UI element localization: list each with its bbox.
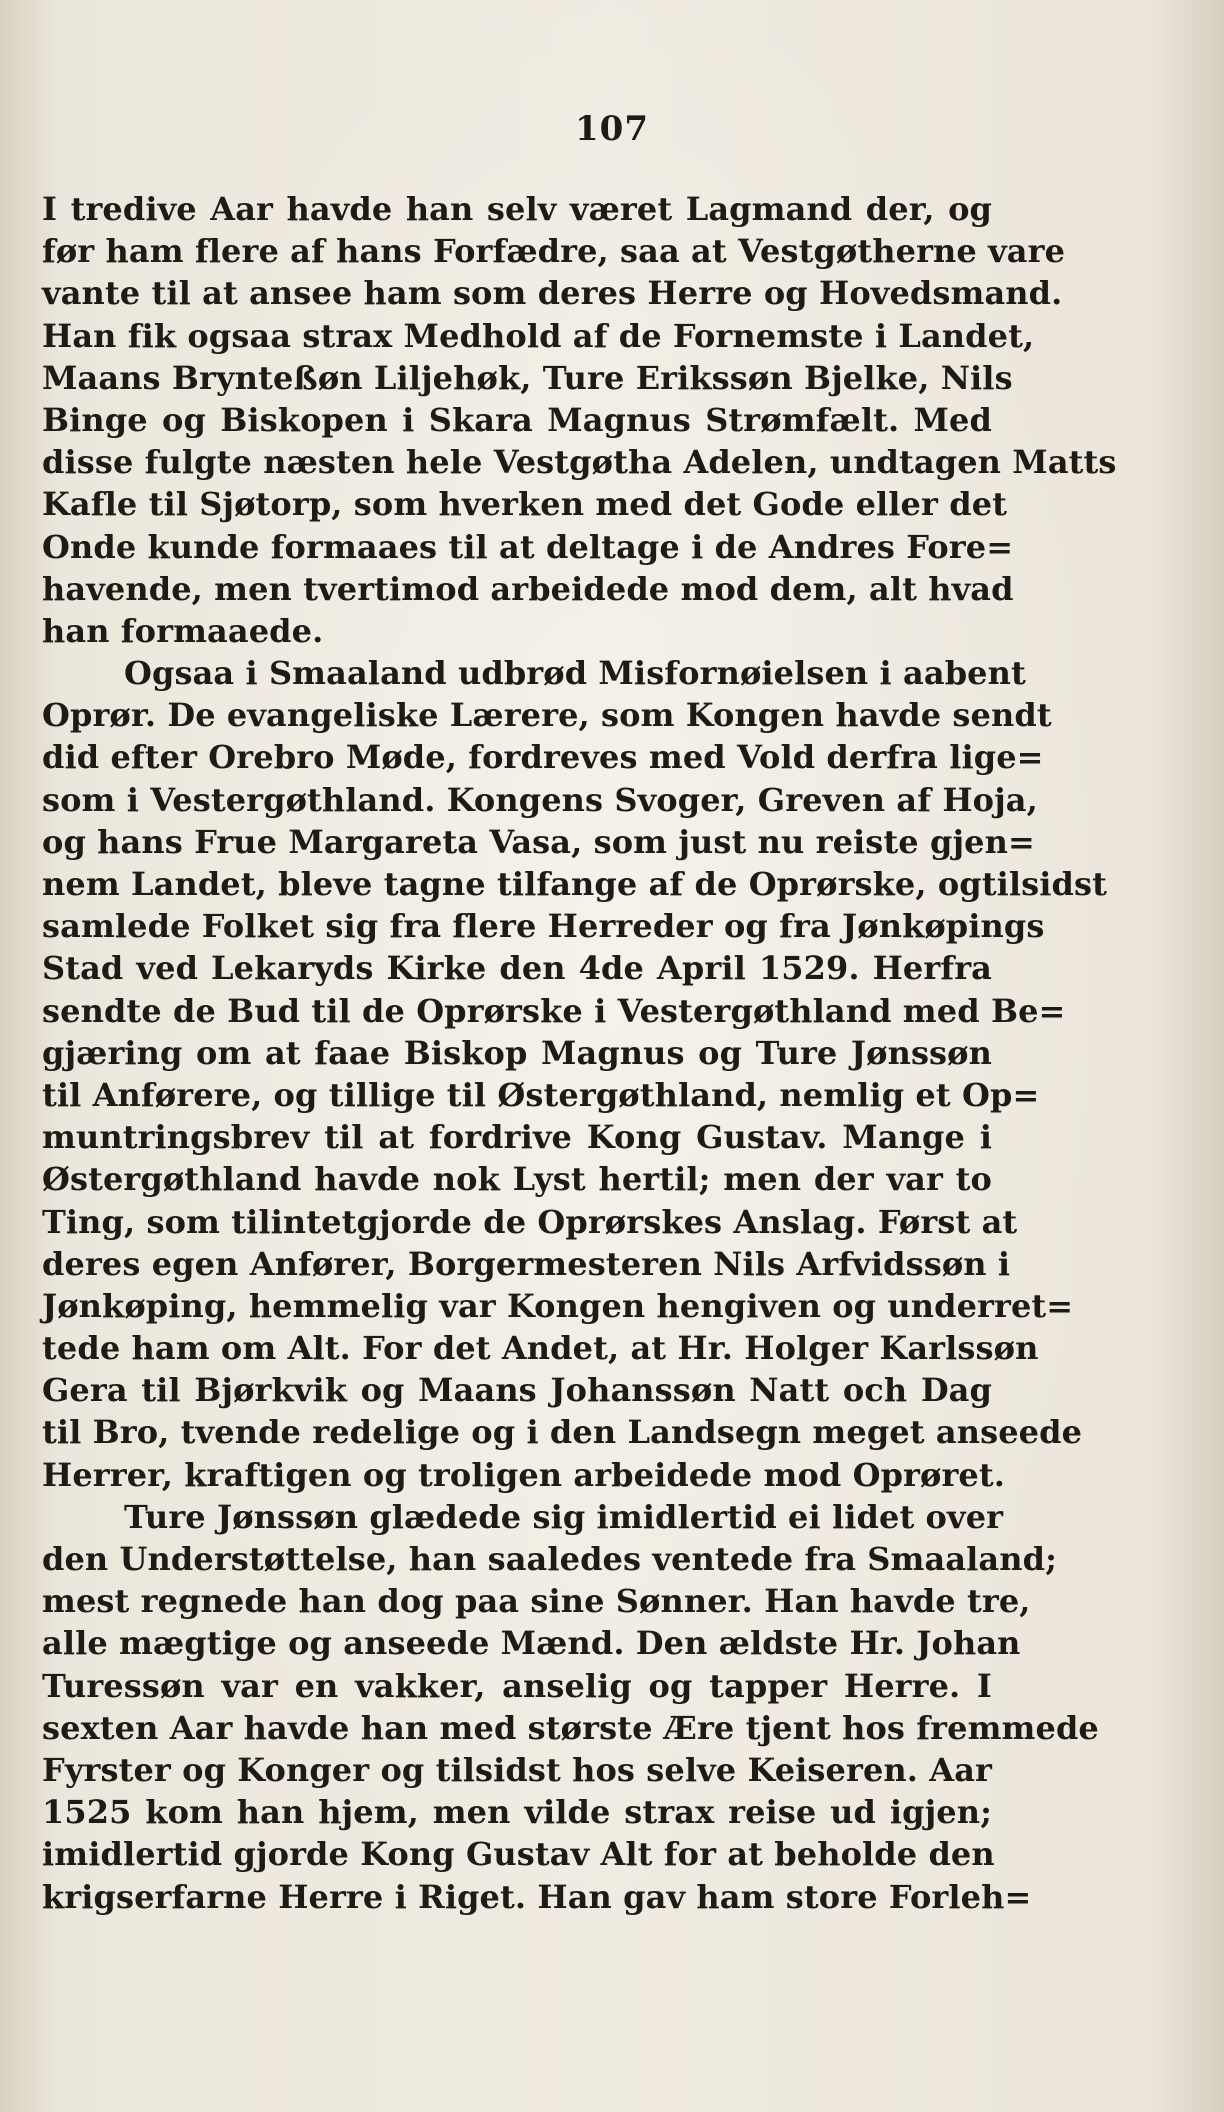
text-line: Onde kunde formaaes til at deltage i de Andres Fore= [42, 527, 1014, 566]
text-line: Herrer, kraftigen og troligen arbeidede mod Oprøret. [42, 1455, 1005, 1494]
text-line: Turessøn var en vakker, anselig og tapper Herre. I [42, 1666, 992, 1705]
text-line: og hans Frue Margareta Vasa, som just nu reiste gjen= [42, 822, 1035, 861]
text-line: han formaaede. [42, 611, 324, 650]
text-line: Jønkøping, hemmelig var Kongen hengiven og underret= [42, 1286, 1074, 1325]
text-line: disse fulgte næsten hele Vestgøtha Adelen, undtagen Matts [42, 443, 1117, 482]
text-line: samlede Folket sig fra flere Herreder og fra Jønkøpings [42, 907, 1045, 946]
text-line: imidlertid gjorde Kong Gustav Alt for at beholde den [42, 1835, 995, 1874]
text-line: krigserfarne Herre i Riget. Han gav ham store Forleh= [42, 1877, 1032, 1916]
text-line: den Understøttelse, han saaledes ventede fra Smaaland; [42, 1540, 1057, 1578]
text-line: Stad ved Lekaryds Kirke den 4de April 1529. Herfra [42, 949, 992, 988]
text-line: Fyrster og Konger og tilsidst hos selve Keiseren. Aar [42, 1750, 992, 1789]
text-line: sexten Aar havde han med største Ære tjent hos fremmede [42, 1708, 1099, 1747]
text-line: sendte de Bud til de Oprørske i Vestergøthland med Be= [42, 991, 1066, 1030]
text-line: før ham flere af hans Forfædre, saa at Vestgøtherne vare [42, 232, 1066, 271]
text-line: Binge og Biskopen i Skara Magnus Strømfælt. Med [42, 400, 992, 439]
text-line: som i Vestergøthland. Kongens Svoger, Greven af Hoja, [42, 780, 1038, 819]
text-line: til Bro, tvende redelige og i den Landsegn meget anseede [42, 1413, 1083, 1452]
text-line: havende, men tvertimod arbeidede mod dem, alt hvad [42, 569, 1014, 608]
text-line: muntringsbrev til at fordrive Kong Gustav. Mange i [42, 1118, 992, 1157]
text-line: Kafle til Sjøtorp, som hverken med det Gode eller det [42, 485, 1008, 524]
text-line: 1525 kom han hjem, men vilde strax reise ud igjen; [42, 1793, 992, 1832]
text-line: til Anførere, og tillige til Østergøthland, nemlig et Op= [42, 1075, 1040, 1114]
body-text [42, 188, 1117, 1918]
text-line: Gera til Bjørkvik og Maans Johanssøn Natt och Dag [42, 1371, 992, 1410]
text-line: Østergøthland havde nok Lyst hertil; men der var to [42, 1160, 992, 1199]
text-line: mest regnede han dog paa sine Sønner. Han havde tre, [42, 1582, 1031, 1621]
text-line: vante til at ansee ham som deres Herre og Hovedsmand. [42, 274, 1063, 313]
text-line: Maans Brynteßøn Liljehøk, Ture Erikssøn Bjelke, Nils [42, 358, 1013, 397]
text-line: Oprør. De evangeliske Lærere, som Kongen havde sendt [42, 696, 1052, 735]
text-line: I tredive Aar havde han selv været Lagmand der, og [42, 190, 992, 228]
text-line: Ogsaa i Smaaland udbrød Misfornøielsen i aabent [124, 654, 1026, 693]
text-line: tede ham om Alt. For det Andet, at Hr. Holger Karlssøn [42, 1329, 1039, 1368]
text-line: gjæring om at faae Biskop Magnus og Ture Jønssøn [42, 1033, 992, 1072]
text-line: Ture Jønssøn glædede sig imidlertid ei lidet over [124, 1497, 1004, 1536]
text-line: deres egen Anfører, Borgermesteren Nils Arfvidssøn i [42, 1244, 1011, 1283]
text-line: alle mægtige og anseede Mænd. Den ældste Hr. Johan [42, 1624, 1021, 1663]
text-line: nem Landet, bleve tagne tilfange af de Oprørske, ogtilsidst [42, 865, 1108, 903]
text-line: did efter Orebro Møde, fordreves med Vold derfra lige= [42, 738, 1044, 777]
page-number: 107 [575, 109, 649, 149]
text-line: Han fik ogsaa strax Medhold af de Fornemste i Landet, [42, 316, 1035, 355]
text-line: Ting, som tilintetgjorde de Oprørskes Anslag. Først at [42, 1202, 1018, 1241]
